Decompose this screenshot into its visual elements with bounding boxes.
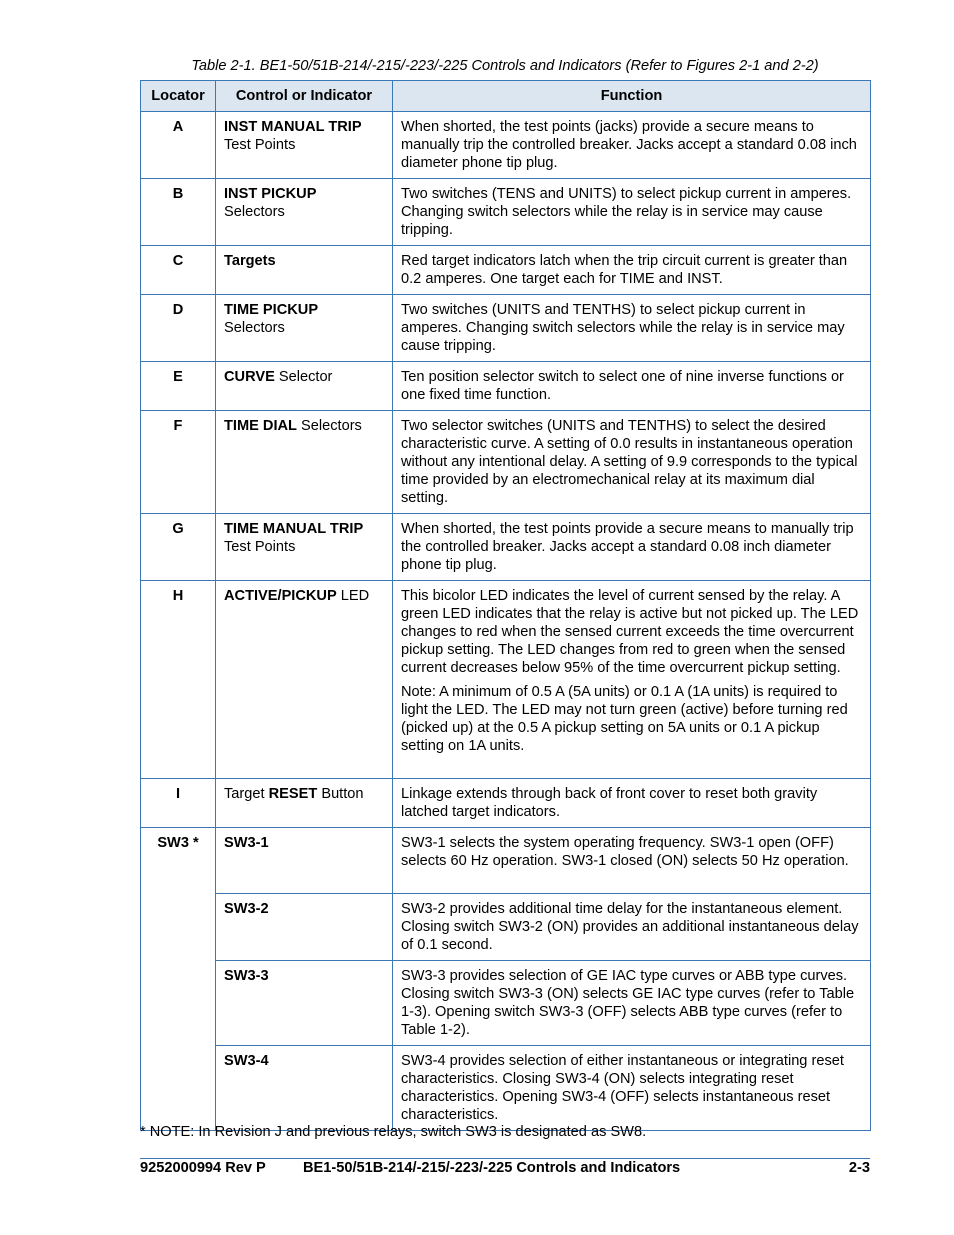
- control-subtitle: Selectors: [296, 418, 362, 434]
- table-row: [141, 581, 871, 779]
- control-cell: SW3-4: [216, 1046, 393, 1131]
- function-cell: SW3-4 provides selection of either instantaneous or integrating reset characteristics. Closing SW3-4 (ON) selects integrating reset characteristics. Opening SW3-4 (OFF) selects instantaneous reset characteristics.: [393, 1046, 871, 1131]
- table-row: [141, 179, 871, 246]
- function-cell: SW3-1 selects the system operating frequency. SW3-1 open (OFF) selects 60 Hz operation. SW3-1 closed (ON) selects 50 Hz operation.: [393, 828, 871, 894]
- footer-page-number: 2-3: [848, 1160, 870, 1176]
- control-subtitle: Selectors: [224, 204, 285, 220]
- locator-cell: E: [141, 362, 216, 411]
- table-row: [141, 894, 871, 961]
- locator-cell: D: [141, 295, 216, 362]
- table-caption: Table 2-1. BE1-50/51B-214/-215/-223/-225 Controls and Indicators (Refer to Figures 2-1 and 2-2): [191, 58, 819, 74]
- function-paragraph: This bicolor LED indicates the level of current sensed by the relay. A green LED indicates that the relay is active but not picked up. The LED changes to red when the sensed current exceeds the time overcurrent pickup setting. The LED changes from red to green when the sensed current decreases below 95% of the time overcurrent pickup setting.: [401, 588, 859, 676]
- locator-cell: B: [141, 179, 216, 246]
- table-row: [141, 362, 871, 411]
- control-cell: SW3-3: [216, 961, 393, 1046]
- header-function: Function: [393, 81, 871, 112]
- function-cell: [393, 581, 871, 779]
- control-cell: [216, 246, 393, 295]
- locator-cell-sw3: SW3 *: [141, 828, 216, 1131]
- control-name: ACTIVE/PICKUP: [224, 588, 337, 604]
- locator-cell: I: [141, 779, 216, 828]
- function-cell: When shorted, the test points (jacks) provide a secure means to manually trip the controlled breaker. Jacks accept a standard 0.08 inch diameter phone tip plug.: [393, 112, 871, 179]
- control-name: TIME PICKUP: [224, 302, 319, 318]
- table-header-row: [141, 81, 871, 112]
- table-row: [141, 1046, 871, 1131]
- control-cell: [216, 779, 393, 828]
- control-cell: [216, 514, 393, 581]
- locator-cell: H: [141, 581, 216, 779]
- function-cell: SW3-2 provides additional time delay for the instantaneous element. Closing switch SW3-2 (ON) provides an additional instantaneous delay of 0.1 second.: [393, 894, 871, 961]
- control-cell: [216, 179, 393, 246]
- control-cell: [216, 362, 393, 411]
- locator-cell: F: [141, 411, 216, 514]
- control-cell: [216, 112, 393, 179]
- table-row: [141, 411, 871, 514]
- table-row: [141, 295, 871, 362]
- control-subtitle: Test Points: [224, 137, 296, 153]
- control-name: TIME DIAL: [224, 418, 297, 434]
- control-name: RESET: [268, 786, 318, 802]
- table-row: [141, 779, 871, 828]
- table-row: [141, 112, 871, 179]
- table-row: [141, 828, 871, 894]
- control-name: INST PICKUP: [224, 186, 317, 202]
- control-cell: SW3-1: [216, 828, 393, 894]
- table-row: [141, 246, 871, 295]
- control-cell: [216, 581, 393, 779]
- locator-cell: A: [141, 112, 216, 179]
- locator-cell: G: [141, 514, 216, 581]
- controls-table: [140, 80, 871, 1131]
- control-subtitle: Test Points: [224, 539, 296, 555]
- control-cell: [216, 295, 393, 362]
- control-name: TIME MANUAL TRIP: [224, 521, 364, 537]
- footer-divider: [140, 1158, 870, 1159]
- control-subtitle: LED: [336, 588, 370, 604]
- footer-section-title: BE1-50/51B-214/-215/-223/-225 Controls and Indicators: [303, 1160, 681, 1176]
- control-prefix: Target: [224, 786, 269, 802]
- control-cell: [216, 411, 393, 514]
- function-cell: SW3-3 provides selection of GE IAC type curves or ABB type curves. Closing switch SW3-3 (ON) selects GE IAC type curves (refer to Table 1-3). Opening switch SW3-3 (OFF) selects ABB type curves (refer to Table 1-2).: [393, 961, 871, 1046]
- control-name: INST MANUAL TRIP: [224, 119, 362, 135]
- footer-doc-number: 9252000994 Rev P: [140, 1160, 266, 1176]
- locator-cell: C: [141, 246, 216, 295]
- control-cell: SW3-2: [216, 894, 393, 961]
- header-locator: Locator: [141, 81, 216, 112]
- function-cell: Linkage extends through back of front cover to reset both gravity latched target indicators.: [393, 779, 871, 828]
- function-cell: Two switches (TENS and UNITS) to select pickup current in amperes. Changing switch selectors while the relay is in service may cause tripping.: [393, 179, 871, 246]
- function-cell: When shorted, the test points provide a secure means to manually trip the controlled breaker. Jacks accept a standard 0.08 inch diameter phone tip plug.: [393, 514, 871, 581]
- control-subtitle: Selector: [274, 369, 333, 385]
- control-name: CURVE: [224, 369, 275, 385]
- function-cell: Two selector switches (UNITS and TENTHS) to select the desired characteristic curve. A setting of 0.0 results in instantaneous operation without any intentional delay. A setting of 9.9 corresponds to the typical time provided by an electromechanical relay at its maximum dial setting.: [393, 411, 871, 514]
- function-note: Note: A minimum of 0.5 A (5A units) or 0.1 A (1A units) is required to light the LED. The LED may not turn green (active) before turning red (picked up) at the 0.5 A pickup setting on 5A units or 0.1 A pickup setting on 1A units.: [401, 684, 848, 754]
- function-cell: Ten position selector switch to select one of nine inverse functions or one fixed time function.: [393, 362, 871, 411]
- footnote: * NOTE: In Revision J and previous relays, switch SW3 is designated as SW8.: [140, 1124, 647, 1140]
- control-subtitle: Button: [317, 786, 364, 802]
- header-control: Control or Indicator: [216, 81, 393, 112]
- table-row: [141, 514, 871, 581]
- function-cell: Two switches (UNITS and TENTHS) to select pickup current in amperes. Changing switch selectors while the relay is in service may cause tripping.: [393, 295, 871, 362]
- table-row: [141, 961, 871, 1046]
- control-subtitle: Selectors: [224, 320, 285, 336]
- control-name: Targets: [224, 253, 276, 269]
- function-cell: Red target indicators latch when the trip circuit current is greater than 0.2 amperes. One target each for TIME and INST.: [393, 246, 871, 295]
